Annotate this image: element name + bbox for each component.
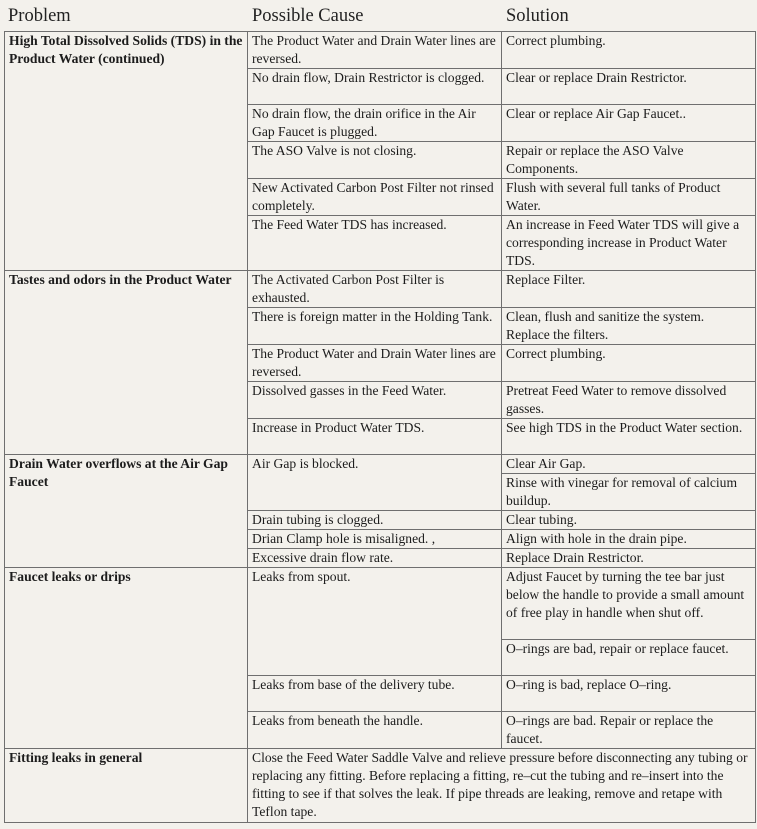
solution-cell: Correct plumbing. xyxy=(502,32,756,69)
solution-cell: Clear tubing. xyxy=(502,511,756,530)
cause-cell: The Activated Carbon Post Filter is exhausted. xyxy=(248,271,502,308)
solution-cell: See high TDS in the Product Water section. xyxy=(502,419,756,455)
solution-cell: Clear or replace Air Gap Faucet.. xyxy=(502,105,756,142)
cause-cell: Air Gap is blocked. xyxy=(248,455,502,511)
header-problem: Problem xyxy=(8,6,71,26)
cause-cell: The ASO Valve is not closing. xyxy=(248,142,502,179)
table-row xyxy=(5,749,756,823)
solution-cell: O–rings are bad. Repair or replace the faucet. xyxy=(502,712,756,749)
cause-cell: There is foreign matter in the Holding Tank. xyxy=(248,308,502,345)
cause-cell: Dissolved gasses in the Feed Water. xyxy=(248,382,502,419)
cause-cell: Excessive drain flow rate. xyxy=(248,549,502,568)
problem-high-tds: High Total Dissolved Solids (TDS) in the Product Water (continued) xyxy=(5,32,248,271)
solution-cell: Clear Air Gap. xyxy=(502,455,756,474)
problem-tastes-odors: Tastes and odors in the Product Water xyxy=(5,271,248,455)
troubleshooting-table xyxy=(4,31,756,823)
cause-cell: Increase in Product Water TDS. xyxy=(248,419,502,455)
cause-cell: No drain flow, the drain orifice in the Air Gap Faucet is plugged. xyxy=(248,105,502,142)
solution-cell: Adjust Faucet by turning the tee bar just below the handle to provide a small amount of free play in handle when shut off. xyxy=(502,568,756,640)
cause-cell: New Activated Carbon Post Filter not rinsed completely. xyxy=(248,179,502,216)
combined-solution-cell: Close the Feed Water Saddle Valve and relieve pressure before disconnecting any tubing or replacing any fitting. Before replacing a fitting, re–cut the tubing and re–insert into the fitting to see if that solves the leak. If pipe threads are leaking, remove and retape with Teflon tape. xyxy=(248,749,756,823)
solution-cell: Repair or replace the ASO Valve Components. xyxy=(502,142,756,179)
solution-cell: An increase in Feed Water TDS will give a corresponding increase in Product Water TDS. xyxy=(502,216,756,271)
solution-cell: Rinse with vinegar for removal of calcium buildup. xyxy=(502,474,756,511)
solution-cell: Clear or replace Drain Restrictor. xyxy=(502,69,756,105)
table-row xyxy=(5,455,756,474)
cause-cell: Drain tubing is clogged. xyxy=(248,511,502,530)
table-row xyxy=(5,32,756,69)
table-row xyxy=(5,271,756,308)
solution-cell: Pretreat Feed Water to remove dissolved gasses. xyxy=(502,382,756,419)
solution-cell: Clean, flush and sanitize the system. Replace the filters. xyxy=(502,308,756,345)
cause-cell: The Product Water and Drain Water lines are reversed. xyxy=(248,32,502,69)
solution-cell: Align with hole in the drain pipe. xyxy=(502,530,756,549)
cause-cell: Drian Clamp hole is misaligned. , xyxy=(248,530,502,549)
cause-cell: Leaks from beneath the handle. xyxy=(248,712,502,749)
cause-cell: The Feed Water TDS has increased. xyxy=(248,216,502,271)
header-possible-cause: Possible Cause xyxy=(252,6,364,26)
cause-cell: Leaks from base of the delivery tube. xyxy=(248,676,502,712)
solution-cell: Replace Drain Restrictor. xyxy=(502,549,756,568)
cause-cell: No drain flow, Drain Restrictor is clogged. xyxy=(248,69,502,105)
cause-cell: Leaks from spout. xyxy=(248,568,502,676)
problem-fitting-leaks: Fitting leaks in general xyxy=(5,749,248,823)
table-row xyxy=(5,568,756,640)
solution-cell: Replace Filter. xyxy=(502,271,756,308)
solution-cell: Flush with several full tanks of Product Water. xyxy=(502,179,756,216)
problem-drain-overflow: Drain Water overflows at the Air Gap Faucet xyxy=(5,455,248,568)
solution-cell: Correct plumbing. xyxy=(502,345,756,382)
solution-cell: O–rings are bad, repair or replace faucet. xyxy=(502,640,756,676)
solution-cell: O–ring is bad, replace O–ring. xyxy=(502,676,756,712)
problem-faucet-leaks: Faucet leaks or drips xyxy=(5,568,248,749)
header-solution: Solution xyxy=(506,6,569,26)
cause-cell: The Product Water and Drain Water lines are reversed. xyxy=(248,345,502,382)
